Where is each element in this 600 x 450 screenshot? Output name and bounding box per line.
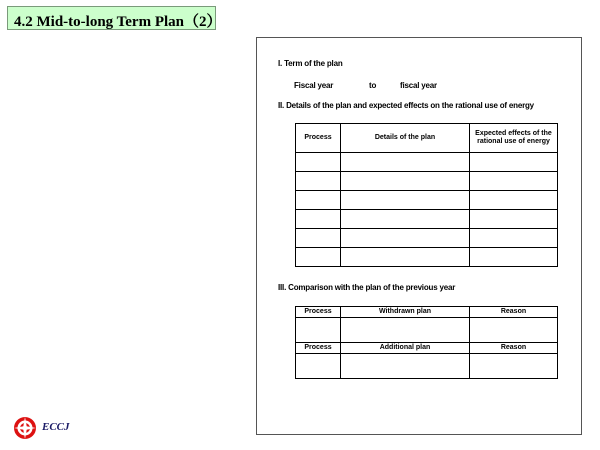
- details-table: [295, 123, 558, 267]
- withdrawn-header-process: Process: [296, 307, 341, 318]
- additional-header-plan: Additional plan: [341, 343, 470, 354]
- table-row: [296, 248, 558, 267]
- table-row: [296, 191, 558, 210]
- eccj-logo-text: ECCJ: [42, 421, 70, 433]
- additional-header-row: [296, 343, 558, 354]
- details-header-plan: Details of the plan: [341, 124, 470, 153]
- comparison-table: [295, 306, 558, 379]
- withdrawn-header-reason: Reason: [470, 307, 558, 318]
- details-header-row: [296, 124, 558, 153]
- section-3-heading: III. Comparison with the plan of the previous year: [278, 283, 456, 292]
- table-row: [296, 210, 558, 229]
- withdrawn-header-plan: Withdrawn plan: [341, 307, 470, 318]
- slide-title: 4.2 Mid-to-long Term Plan（2）: [14, 14, 222, 30]
- table-row: [296, 153, 558, 172]
- table-row: [296, 354, 558, 379]
- section-1-heading: I. Term of the plan: [278, 59, 343, 68]
- withdrawn-header-row: [296, 307, 558, 318]
- additional-header-reason: Reason: [470, 343, 558, 354]
- term-start-label: Fiscal year: [294, 81, 334, 90]
- term-to-label: to: [369, 81, 377, 90]
- table-row: [296, 172, 558, 191]
- eccj-logo-icon: [13, 416, 37, 440]
- details-header-process: Process: [296, 124, 341, 153]
- additional-header-process: Process: [296, 343, 341, 354]
- section-2-heading: II. Details of the plan and expected effects on the rational use of energy: [278, 101, 534, 110]
- table-row: [296, 229, 558, 248]
- details-header-effects: Expected effects of the rational use of energy: [470, 124, 558, 153]
- table-row: [296, 318, 558, 343]
- slide-title-box: [7, 6, 222, 30]
- term-end-label: fiscal year: [400, 81, 437, 90]
- form-document: [256, 37, 582, 435]
